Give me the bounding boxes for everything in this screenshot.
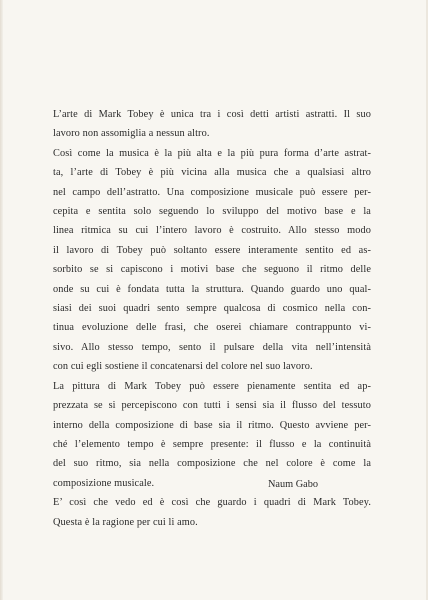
text-line: il lavoro di Tobey può soltanto essere interamente sentito ed as-	[53, 244, 371, 256]
text-line: onde su cui è fondata tutta la struttura. Quando guardo uno qual-	[53, 283, 371, 295]
text-line: Così come la musica è la più alta e la più pura forma d’arte astrat-	[53, 147, 371, 159]
text-line: lavoro non assomiglia a nessun altro.	[53, 128, 210, 140]
text-line: del suo ritmo, sia nella composizione che nel colore è come la	[53, 458, 371, 470]
text-line: nel campo dell’astratto. Una composizione musicale può essere per-	[53, 186, 371, 198]
page-left-edge	[0, 0, 3, 600]
text-line: E’ così che vedo ed è così che guardo i quadri di Mark Tobey.	[53, 497, 371, 509]
body-text	[53, 105, 371, 532]
author-signature: Naum Gabo	[268, 479, 319, 490]
text-line: L’arte di Mark Tobey è unica tra i così detti artisti astratti. Il suo	[53, 109, 371, 120]
text-line: con cui egli sostiene il concatenarsi del colore nel suo lavoro.	[53, 361, 313, 373]
text-line: Questa è la ragione per cui li amo.	[53, 516, 198, 528]
text-line: linea ritmica su cui l’intero lavoro è costruito. Allo stesso modo	[53, 225, 371, 237]
text-line: ta, l’arte di Tobey è più vicina alla musica che a qualsiasi altro	[53, 167, 371, 179]
text-line: ché l’elemento tempo è sempre presente: il flusso e la continuità	[53, 438, 371, 450]
text-line: sivo. Allo stesso tempo, sento il pulsare della vita nell’intensità	[53, 341, 371, 353]
text-line: interno della composizione di base sia il ritmo. Questo avviene per-	[53, 419, 371, 431]
text-line: La pittura di Mark Tobey può essere pienamente sentita ed ap-	[53, 380, 371, 392]
text-line: prezzata se si percepiscono con tutti i sensi sia il flusso del tessuto	[53, 400, 371, 412]
text-line: sorbito se si capiscono i motivi base che seguono il ritmo delle	[53, 264, 371, 276]
text-line: cepita e sentita solo seguendo lo sviluppo del motivo base e la	[53, 206, 371, 218]
text-line: siasi dei suoi quadri sento sempre qualcosa di cosmico nella con-	[53, 303, 371, 315]
text-line: tinua evoluzione delle frasi, che oserei chiamare contrappunto vi-	[53, 322, 371, 334]
text-line: composizione musicale.	[53, 477, 155, 489]
